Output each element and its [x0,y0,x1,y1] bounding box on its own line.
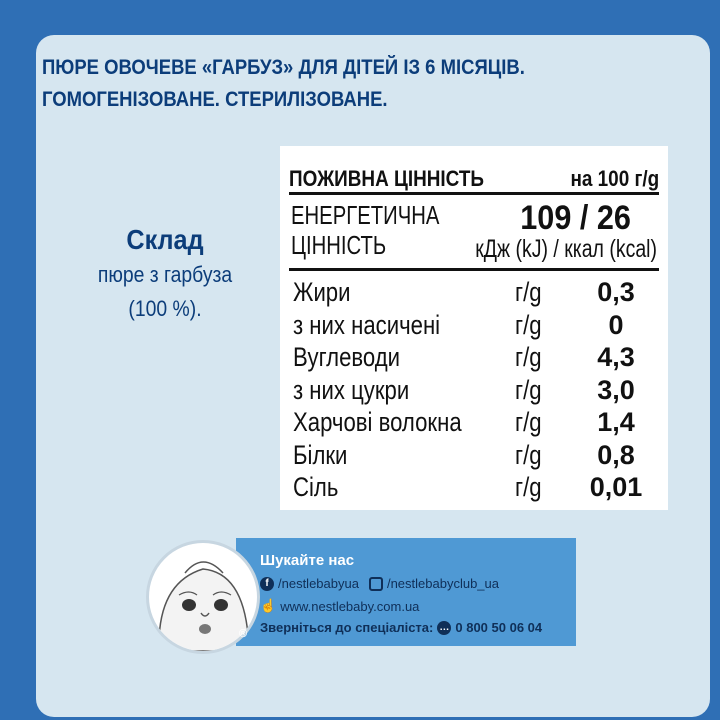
nutrient-unit: г/g [515,439,542,470]
composition-line-1: пюре з гарбуза [97,262,233,287]
nutrient-name: Вуглеводи [293,342,401,372]
composition-line-2: (100 %). [128,296,202,321]
nutrient-value: 1,4 [597,407,635,437]
nutrient-row-fat [289,277,659,310]
nutrient-name: з них насичені [293,309,441,340]
nutrient-value: 3,0 [597,374,635,405]
energy-row [289,195,659,271]
nutrient-row-carbohydrates [289,342,659,375]
nutrient-name: Жири [293,277,351,307]
product-title-line-2: ГОМОГЕНІЗОВАНЕ. СТЕРИЛІЗОВАНЕ. [42,88,388,111]
nutrient-name: Білки [293,439,348,470]
nutrient-rows [289,271,659,505]
nutrient-value: 0,3 [597,277,635,307]
handshake-icon: ☝ [260,598,277,613]
nutrient-unit: г/g [515,277,542,307]
instagram-icon [369,577,383,591]
energy-unit: кДж (kJ) / ккал (kcal) [475,235,657,263]
nutrient-unit: г/g [515,342,542,372]
nutrient-unit: г/g [515,374,542,405]
nutrient-value: 4,3 [597,342,635,372]
composition-heading: Склад [126,224,204,255]
energy-label-line-2: ЦІННІСТЬ [291,230,387,260]
product-title [42,52,588,116]
energy-value: 109 / 26 [520,199,631,237]
energy-label-line-1: ЕНЕРГЕТИЧНА [291,200,440,230]
nutrition-per: на 100 г/g [570,166,659,191]
composition [60,222,270,326]
nutrient-unit: г/g [515,309,542,340]
chat-icon: … [439,622,450,633]
website-row [260,598,419,614]
nutrient-name: Сіль [293,472,339,502]
nutrition-table [280,146,668,510]
nutrition-heading: ПОЖИВНА ЦІННІСТЬ [289,166,485,191]
facebook-icon: f [260,577,274,591]
nutrient-value: 0,01 [589,472,643,502]
specialist-label: Зверніться до спеціаліста: [260,620,434,635]
specialist-row [260,620,542,635]
product-title-line-1: ПЮРЕ ОВОЧЕВЕ «ГАРБУЗ» ДЛЯ ДІТЕЙ ІЗ 6 МІСЯЦІВ. [42,56,525,79]
nutrient-value: 0,8 [597,439,635,470]
instagram-link[interactable]: /nestlebabyclub_ua [386,576,499,591]
nutrient-name: з них цукри [293,374,410,405]
nutrient-name: Харчові волокна [293,407,462,437]
nutrient-unit: г/g [515,407,542,437]
nutrient-row-saturates [289,310,659,343]
phone-number[interactable]: 0 800 50 06 04 [455,620,543,635]
contact-banner [236,538,576,646]
facebook-link[interactable]: /nestlebabyua [278,576,359,591]
nutrient-value: 0 [608,309,624,340]
energy-label [291,200,439,260]
nutrient-unit: г/g [515,472,542,502]
website-link[interactable]: www.nestlebaby.com.ua [280,598,420,614]
nutrient-row-salt [289,472,659,505]
nutrient-row-protein [289,440,659,473]
registered-mark: ® [239,628,248,640]
nutrient-row-sugars [289,375,659,408]
social-links [260,576,499,591]
nutrient-row-fibre [289,407,659,440]
contact-heading: Шукайте нас [260,552,355,569]
nutrition-header [289,162,659,195]
